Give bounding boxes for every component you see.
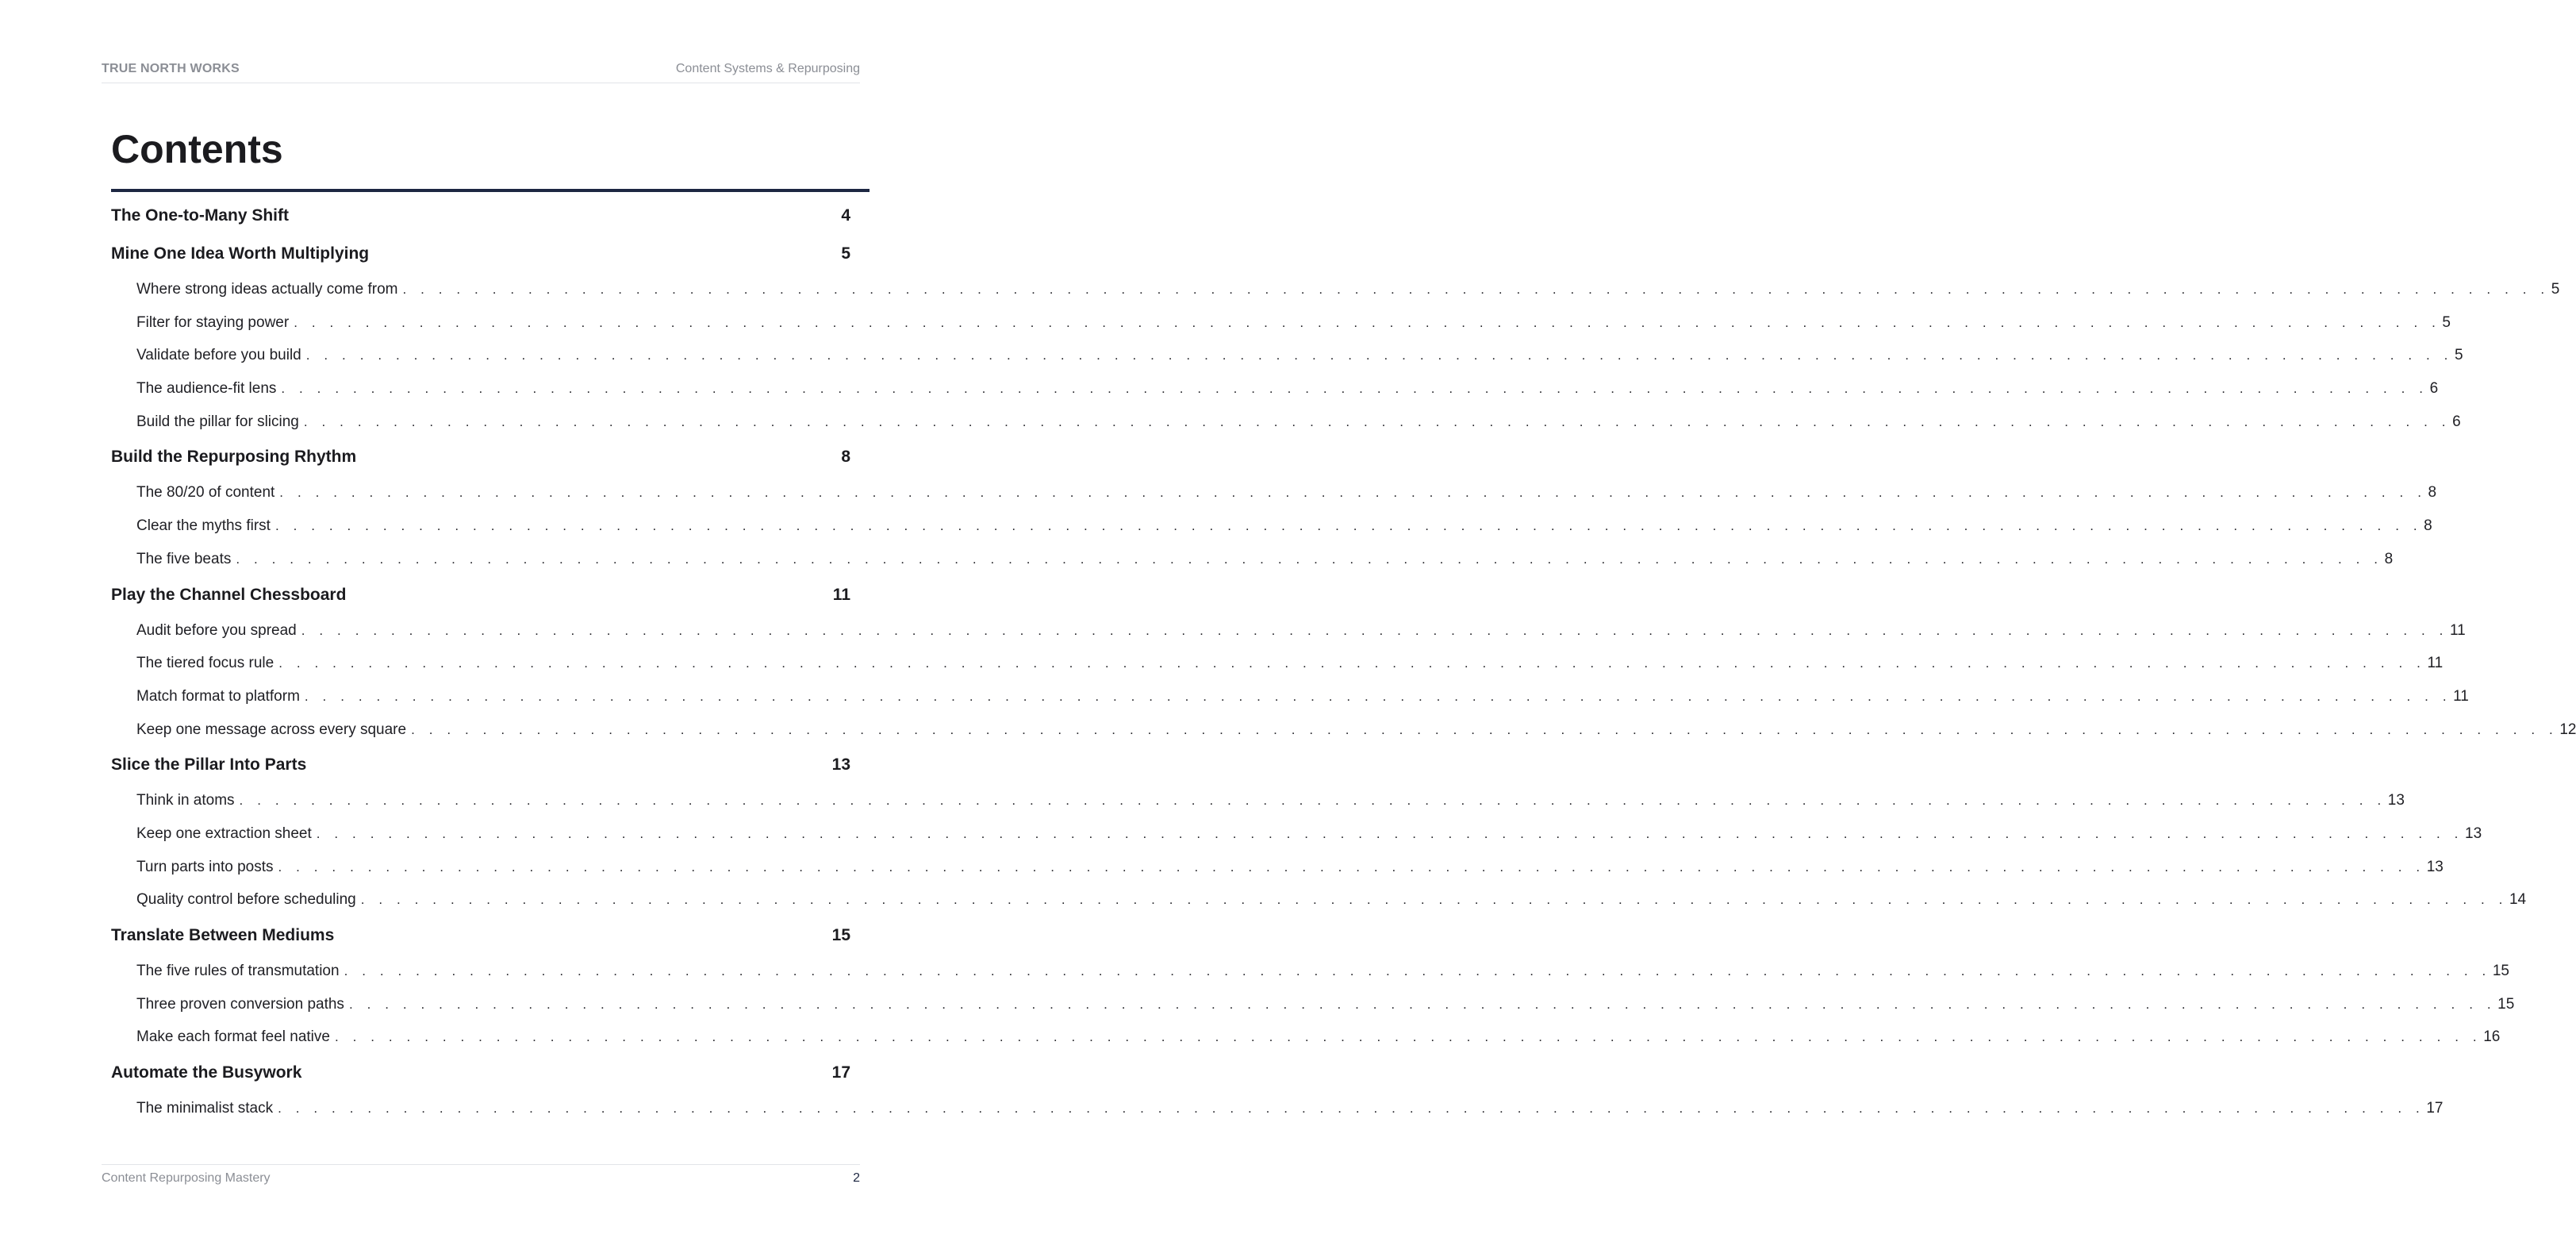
entry-title: Match format to platform (136, 687, 300, 705)
entry-page-number: 5 (2551, 281, 2560, 298)
dot-leader: . . . . . . . . . . . . . . . . . . . . . . . . . . . . . . . . . . . . . . . . . . . . . . . . . . . . . . . . . . . . . . . . . . . . . . . . . . . . . . . . . . . . . . . . . . . . . . . . . . . . . . . . . . . . . . . . . . . . . . . . (239, 793, 2386, 809)
entry-page-number: 5 (2442, 313, 2451, 331)
entry-page-number: 8 (2424, 517, 2432, 535)
dot-leader: . . . . . . . . . . . . . . . . . . . . . . . . . . . . . . . . . . . . . . . . . . . . . . . . . . . . . . . . . . . . . . . . . . . . . . . . . . . . . . . . . . . . . . . . . . . . . . . . . . . . . . . . . . . . . . . . . . . . . . . . (281, 381, 2428, 397)
entry-page-number: 8 (2428, 484, 2437, 502)
toc-entry[interactable] (111, 339, 2463, 372)
toc-entry[interactable] (111, 1021, 2501, 1054)
dot-leader: . . . . . . . . . . . . . . . . . . . . . . . . . . . . . . . . . . . . . . . . . . . . . . . . . . . . . . . . . . . . . . . . . . . . . . . . . . . . . . . . . . . . . . . . . . . . . . . . . . . . . . . . . . . . . . . . . . . . . . . . (274, 518, 2423, 534)
toc-entry[interactable] (111, 306, 2451, 340)
toc-entry[interactable] (111, 851, 2444, 884)
toc-entry[interactable] (111, 647, 2444, 680)
chapter-page-number: 8 (841, 448, 850, 467)
entry-page-number: 11 (2453, 687, 2469, 705)
chapter-page-number: 17 (831, 1063, 850, 1082)
dot-leader: . . . . . . . . . . . . . . . . . . . . . . . . . . . . . . . . . . . . . . . . . . . . . . . . . . . . . . . . . . . . . . . . . . . . . . . . . . . . . . . . . . . . . . . . . . . . . . . . . . . . . . . . . . . . . . . . . . . . . . . . (279, 485, 2427, 501)
header-topic: Content Systems & Repurposing (675, 62, 860, 75)
toc-entry[interactable] (111, 406, 2461, 439)
running-header (102, 62, 860, 76)
toc-entry[interactable] (111, 955, 2509, 988)
toc-chapter[interactable] (111, 1054, 850, 1092)
chapter-title: Automate the Busywork (111, 1063, 302, 1082)
toc-chapter[interactable] (111, 746, 850, 784)
entry-page-number: 11 (2427, 655, 2444, 672)
toc-chapter[interactable] (111, 576, 850, 614)
chapter-title: Play the Channel Chessboard (111, 585, 347, 604)
entry-page-number: 15 (2497, 995, 2515, 1013)
dot-leader: . . . . . . . . . . . . . . . . . . . . . . . . . . . . . . . . . . . . . . . . . . . . . . . . . . . . . . . . . . . . . . . . . . . . . . . . . . . . . . . . . . . . . . . . . . . . . . . . . . . . . . . . . . . . . . . . . . . . . . . . (301, 622, 2448, 638)
toc-entry[interactable] (111, 509, 2432, 543)
dot-leader: . . . . . . . . . . . . . . . . . . . . . . . . . . . . . . . . . . . . . . . . . . . . . . . . . . . . . . . . . . . . . . . . . . . . . . . . . . . . . . . . . . . . . . . . . . . . . . . . . . . . . . . . . . . . . . . . . . . . . . . . (316, 825, 2463, 841)
toc-entry[interactable] (111, 713, 2576, 747)
chapter-page-number: 4 (841, 206, 850, 225)
entry-page-number: 12 (2559, 721, 2576, 738)
entry-title: Keep one message across every square (136, 721, 407, 738)
entry-page-number: 6 (2452, 413, 2461, 430)
toc-entry[interactable] (111, 372, 2439, 406)
entry-title: Keep one extraction sheet (136, 825, 312, 842)
chapter-title: Build the Repurposing Rhythm (111, 448, 357, 467)
entry-title: Validate before you build (136, 347, 301, 364)
toc-chapter[interactable] (111, 917, 850, 955)
footer-divider (102, 1164, 860, 1165)
entry-title: Quality control before scheduling (136, 891, 356, 909)
entry-title: Make each format feel native (136, 1028, 330, 1046)
entry-page-number: 14 (2509, 891, 2527, 909)
dot-leader: . . . . . . . . . . . . . . . . . . . . . . . . . . . . . . . . . . . . . . . . . . . . . . . . . . . . . . . . . . . . . . . . . . . . . . . . . . . . . . . . . . . . . . . . . . . . . . . . . . . . . . . . . . . . . . . . . . . . . . . . (334, 1029, 2482, 1045)
toc-entry[interactable] (111, 273, 2560, 306)
dot-leader: . . . . . . . . . . . . . . . . . . . . . . . . . . . . . . . . . . . . . . . . . . . . . . . . . . . . . . . . . . . . . . . . . . . . . . . . . . . . . . . . . . . . . . . . . . . . . . . . . . . . . . . . . . . . . . . . . . . . . . . . (411, 721, 2559, 737)
dot-leader: . . . . . . . . . . . . . . . . . . . . . . . . . . . . . . . . . . . . . . . . . . . . . . . . . . . . . . . . . . . . . . . . . . . . . . . . . . . . . . . . . . . . . . . . . . . . . . . . . . . . . . . . . . . . . . . . . . . . . . . . (348, 996, 2497, 1012)
chapter-title: Mine One Idea Worth Multiplying (111, 244, 370, 263)
entry-title: Clear the myths first (136, 517, 271, 535)
dot-leader: . . . . . . . . . . . . . . . . . . . . . . . . . . . . . . . . . . . . . . . . . . . . . . . . . . . . . . . . . . . . . . . . . . . . . . . . . . . . . . . . . . . . . . . . . . . . . . . . . . . . . . . . . . . . . . . . . . . . . . . . (303, 413, 2451, 429)
entry-title: Where strong ideas actually come from (136, 281, 398, 298)
toc-entry[interactable] (111, 784, 2405, 817)
chapter-title: The One-to-Many Shift (111, 206, 289, 225)
title-divider (111, 189, 870, 192)
toc-entry[interactable] (111, 614, 2466, 648)
entry-title: Build the pillar for slicing (136, 413, 299, 430)
footer-document-title: Content Repurposing Mastery (102, 1171, 271, 1185)
chapter-title: Translate Between Mediums (111, 926, 335, 944)
entry-page-number: 16 (2483, 1028, 2501, 1046)
dot-leader: . . . . . . . . . . . . . . . . . . . . . . . . . . . . . . . . . . . . . . . . . . . . . . . . . . . . . . . . . . . . . . . . . . . . . . . . . . . . . . . . . . . . . . . . . . . . . . . . . . . . . . . . . . . . . . . . . . . . . . . . (278, 859, 2425, 875)
toc-entry[interactable] (111, 476, 2437, 509)
entry-page-number: 11 (2449, 621, 2466, 639)
toc-entry[interactable] (111, 1092, 2444, 1125)
toc-entry[interactable] (111, 988, 2515, 1021)
dot-leader: . . . . . . . . . . . . . . . . . . . . . . . . . . . . . . . . . . . . . . . . . . . . . . . . . . . . . . . . . . . . . . . . . . . . . . . . . . . . . . . . . . . . . . . . . . . . . . . . . . . . . . . . . . . . . . . . . . . . . . . . (402, 282, 2550, 297)
toc-entry[interactable] (111, 543, 2394, 576)
entry-title: Turn parts into posts (136, 858, 274, 875)
chapter-page-number: 5 (841, 244, 850, 263)
toc-chapter[interactable] (111, 438, 850, 476)
brand-name: TRUE NORTH WORKS (102, 62, 240, 75)
dot-leader: . . . . . . . . . . . . . . . . . . . . . . . . . . . . . . . . . . . . . . . . . . . . . . . . . . . . . . . . . . . . . . . . . . . . . . . . . . . . . . . . . . . . . . . . . . . . . . . . . . . . . . . . . . . . . . . . . . . . . . . . (344, 963, 2491, 978)
dot-leader: . . . . . . . . . . . . . . . . . . . . . . . . . . . . . . . . . . . . . . . . . . . . . . . . . . . . . . . . . . . . . . . . . . . . . . . . . . . . . . . . . . . . . . . . . . . . . . . . . . . . . . . . . . . . . . . . . . . . . . . . (278, 655, 2426, 671)
dot-leader: . . . . . . . . . . . . . . . . . . . . . . . . . . . . . . . . . . . . . . . . . . . . . . . . . . . . . . . . . . . . . . . . . . . . . . . . . . . . . . . . . . . . . . . . . . . . . . . . . . . . . . . . . . . . . . . . . . . . . . . . (305, 348, 2453, 363)
entry-title: Think in atoms (136, 792, 235, 809)
toc-entry[interactable] (111, 883, 2527, 917)
entry-page-number: 6 (2429, 380, 2439, 398)
entry-page-number: 5 (2454, 347, 2463, 364)
entry-page-number: 15 (2492, 963, 2509, 979)
chapter-title: Slice the Pillar Into Parts (111, 755, 307, 775)
entry-page-number: 17 (2426, 1100, 2444, 1117)
entry-title: The five rules of transmutation (136, 963, 340, 979)
dot-leader: . . . . . . . . . . . . . . . . . . . . . . . . . . . . . . . . . . . . . . . . . . . . . . . . . . . . . . . . . . . . . . . . . . . . . . . . . . . . . . . . . . . . . . . . . . . . . . . . . . . . . . . . . . . . . . . . . . . . . . . . (360, 892, 2508, 908)
toc-entry[interactable] (111, 817, 2482, 851)
dot-leader: . . . . . . . . . . . . . . . . . . . . . . . . . . . . . . . . . . . . . . . . . . . . . . . . . . . . . . . . . . . . . . . . . . . . . . . . . . . . . . . . . . . . . . . . . . . . . . . . . . . . . . . . . . . . . . . . . . . . . . . . (294, 314, 2441, 330)
chapter-page-number: 11 (832, 585, 850, 604)
toc-chapter[interactable] (111, 197, 850, 235)
dot-leader: . . . . . . . . . . . . . . . . . . . . . . . . . . . . . . . . . . . . . . . . . . . . . . . . . . . . . . . . . . . . . . . . . . . . . . . . . . . . . . . . . . . . . . . . . . . . . . . . . . . . . . . . . . . . . . . . . . . . . . . . (304, 688, 2452, 704)
dot-leader: . . . . . . . . . . . . . . . . . . . . . . . . . . . . . . . . . . . . . . . . . . . . . . . . . . . . . . . . . . . . . . . . . . . . . . . . . . . . . . . . . . . . . . . . . . . . . . . . . . . . . . . . . . . . . . . . . . . . . . . . (236, 551, 2383, 567)
entry-title: The five beats (136, 550, 232, 567)
toc-entry[interactable] (111, 680, 2469, 713)
page-number: 2 (853, 1171, 860, 1185)
entry-title: Audit before you spread (136, 621, 297, 639)
entry-title: The 80/20 of content (136, 484, 275, 502)
toc-chapter[interactable] (111, 235, 850, 273)
table-of-contents (111, 197, 2576, 1125)
entry-page-number: 8 (2384, 550, 2394, 567)
running-footer (102, 1171, 860, 1186)
chapter-page-number: 13 (831, 755, 850, 775)
entry-title: Filter for staying power (136, 313, 290, 331)
chapter-page-number: 15 (831, 926, 850, 944)
entry-page-number: 13 (2465, 825, 2482, 842)
dot-leader: . . . . . . . . . . . . . . . . . . . . . . . . . . . . . . . . . . . . . . . . . . . . . . . . . . . . . . . . . . . . . . . . . . . . . . . . . . . . . . . . . . . . . . . . . . . . . . . . . . . . . . . . . . . . . . . . . . . . . . . . (278, 1101, 2425, 1117)
entry-title: The audience-fit lens (136, 380, 277, 398)
entry-title: The tiered focus rule (136, 655, 274, 672)
entry-page-number: 13 (2387, 792, 2405, 809)
entry-title: The minimalist stack (136, 1100, 274, 1117)
entry-title: Three proven conversion paths (136, 995, 344, 1013)
toc-title: Contents (111, 127, 283, 171)
entry-page-number: 13 (2426, 858, 2444, 875)
